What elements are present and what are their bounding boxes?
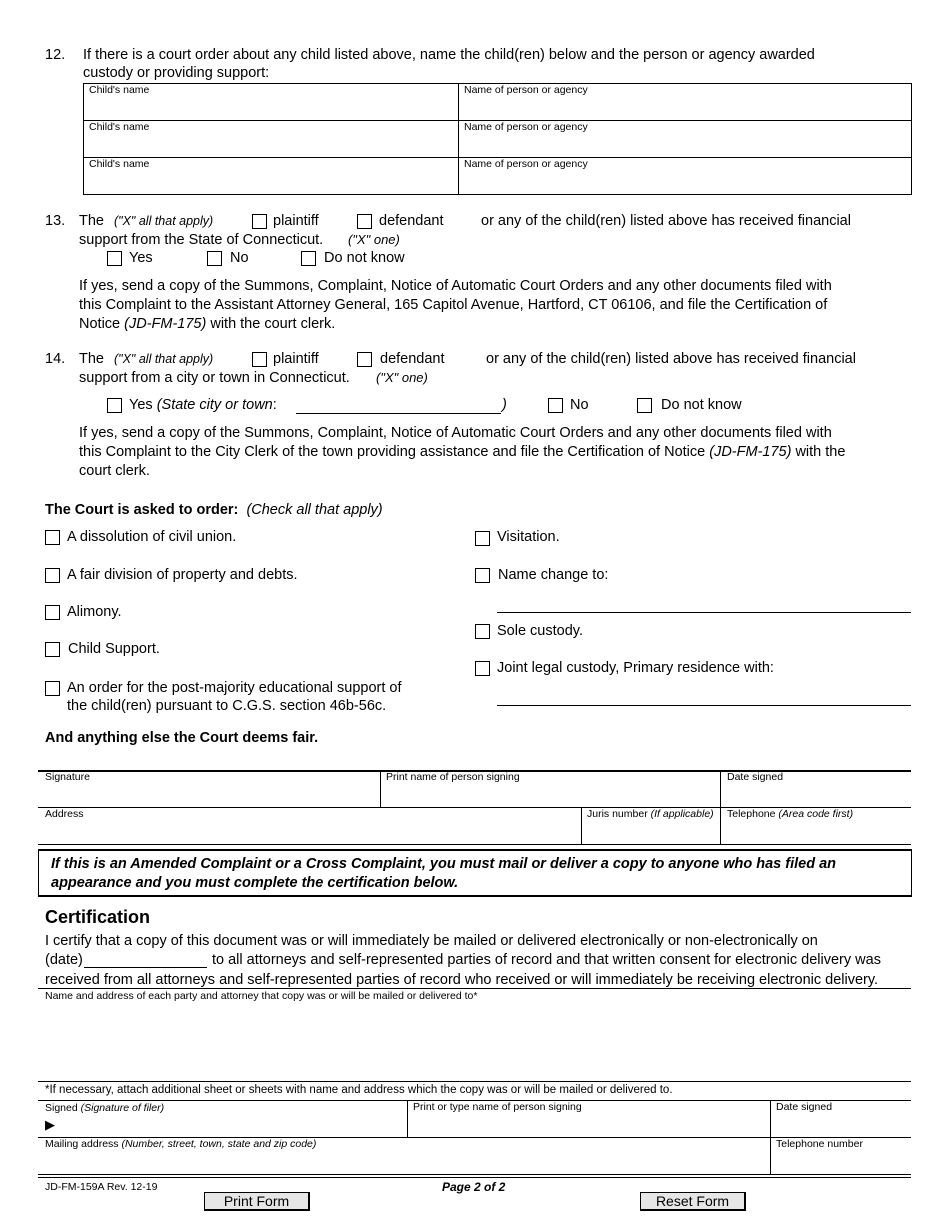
order-child-support-checkbox[interactable] <box>45 642 60 657</box>
child-name-field-3[interactable]: Child's name <box>89 158 150 170</box>
q13-the: The <box>79 213 104 229</box>
order-child-support-label: Child Support. <box>68 641 160 657</box>
agency-name-field-1[interactable]: Name of person or agency <box>464 84 588 96</box>
q13-instructions-line2: this Complaint to the Assistant Attorney General, 165 Capitol Avenue, Hartford, CT 06106, and file the Certification of <box>79 297 828 313</box>
juris-number-field[interactable]: Juris number (If applicable) <box>587 808 714 820</box>
cert-table-divider <box>407 1100 408 1137</box>
order-property-division-label: A fair division of property and debts. <box>67 567 298 583</box>
footnote-text: *If necessary, attach additional sheet or sheets with name and address which the copy was or will be mailed or delivered to. <box>45 1084 673 1096</box>
certification-heading: Certification <box>45 907 151 927</box>
q12-text-line1: If there is a court order about any child listed above, name the child(ren) below and the person or agency awarded <box>83 47 815 63</box>
order-name-change-checkbox[interactable] <box>475 568 490 583</box>
order-joint-custody-checkbox[interactable] <box>475 661 490 676</box>
q12-number: 12. <box>45 47 66 63</box>
child-name-field-1[interactable]: Child's name <box>89 84 150 96</box>
q14-yes-label: Yes (State city or town: <box>129 397 277 413</box>
q14-text-tail: or any of the child(ren) listed above has received financial <box>486 351 856 367</box>
form-id: JD-FM-159A Rev. 12-19 <box>45 1181 158 1193</box>
q14-defendant-label: defendant <box>380 351 445 367</box>
certification-line1: I certify that a copy of this document was or will immediately be mailed or delivered electronically or non-electronically on <box>45 933 818 949</box>
address-field[interactable]: Address <box>45 808 84 820</box>
q14-no-label: No <box>570 397 589 413</box>
q13-instructions-line3: Notice (JD-FM-175) with the court clerk. <box>79 316 336 332</box>
q13-defendant-checkbox[interactable] <box>357 214 372 229</box>
signed-field[interactable]: Signed (Signature of filer) <box>45 1102 165 1114</box>
order-heading: The Court is asked to order: (Check all that apply) <box>45 502 383 518</box>
date-signed-field[interactable]: Date signed <box>727 771 784 783</box>
cert-table-bottom-double <box>38 1177 911 1178</box>
order-educational-support-label-cont: the child(ren) pursuant to C.G.S. section 46b-56c. <box>67 698 387 714</box>
q14-plaintiff-checkbox[interactable] <box>252 352 267 367</box>
primary-residence-field[interactable] <box>497 705 911 706</box>
sig-table-divider <box>380 771 381 807</box>
q13-yes-checkbox[interactable] <box>107 251 122 266</box>
q14-number: 14. <box>45 351 66 367</box>
sig-table-divider <box>581 807 582 844</box>
q14-city-town-field[interactable] <box>296 413 501 414</box>
mailing-address-field[interactable]: Mailing address (Number, street, town, state and zip code) <box>45 1138 317 1150</box>
anything-else-text: And anything else the Court deems fair. <box>45 730 319 746</box>
q14-text-line2: support from a city or town in Connecticut. <box>79 370 350 386</box>
order-name-change-label: Name change to: <box>498 567 609 583</box>
cert-table-bottom <box>38 1174 911 1175</box>
order-joint-custody-label: Joint legal custody, Primary residence with: <box>497 660 774 676</box>
certification-line2: to all attorneys and self-represented parties of record and that written consent for electronic delivery was <box>212 952 881 968</box>
q14-close-paren: ) <box>502 397 507 413</box>
q14-defendant-checkbox[interactable] <box>357 352 372 367</box>
print-name-field[interactable]: Print name of person signing <box>386 771 520 783</box>
order-dissolution-checkbox[interactable] <box>45 530 60 545</box>
order-property-division-checkbox[interactable] <box>45 568 60 583</box>
footnote-rule <box>38 1081 911 1082</box>
q13-plaintiff-label: plaintiff <box>273 213 319 229</box>
signature-arrow-icon: ▶ <box>45 1117 55 1132</box>
q14-do-not-know-checkbox[interactable] <box>637 398 652 413</box>
q14-plaintiff-label: plaintiff <box>273 351 319 367</box>
q13-x-all-note: ("X" all that apply) <box>114 214 214 228</box>
q13-plaintiff-checkbox[interactable] <box>252 214 267 229</box>
print-form-button[interactable]: Print Form <box>204 1192 310 1211</box>
q14-no-checkbox[interactable] <box>548 398 563 413</box>
order-educational-support-checkbox[interactable] <box>45 681 60 696</box>
q14-the: The <box>79 351 104 367</box>
q13-defendant-label: defendant <box>379 213 444 229</box>
q13-number: 13. <box>45 213 66 229</box>
name-address-field[interactable]: Name and address of each party and attorney that copy was or will be mailed or delivered to* <box>45 990 478 1002</box>
order-sole-custody-label: Sole custody. <box>497 623 583 639</box>
q13-do-not-know-label: Do not know <box>324 250 405 266</box>
signature-field[interactable]: Signature <box>45 771 90 783</box>
certification-line3: received from all attorneys and self-represented parties of record who received or will immediately be receiving electronic delivery. <box>45 972 879 988</box>
q14-instructions-line1: If yes, send a copy of the Summons, Complaint, Notice of Automatic Court Orders and any other documents filed with <box>79 425 832 441</box>
order-sole-custody-checkbox[interactable] <box>475 624 490 639</box>
q13-x-one-note: ("X" one) <box>348 232 400 247</box>
q12-table <box>83 83 912 195</box>
telephone-number-field[interactable]: Telephone number <box>776 1138 863 1150</box>
certification-date-field[interactable] <box>84 967 207 968</box>
q13-no-label: No <box>230 250 249 266</box>
order-educational-support-label: An order for the post-majority educational support of <box>67 680 402 696</box>
child-name-field-2[interactable]: Child's name <box>89 121 150 133</box>
q12-text-line2: custody or providing support: <box>83 65 270 81</box>
q14-do-not-know-label: Do not know <box>661 397 742 413</box>
certification-date-label: (date) <box>45 952 83 968</box>
cert-rule <box>38 988 911 989</box>
agency-name-field-3[interactable]: Name of person or agency <box>464 158 588 170</box>
notice-line1: If this is an Amended Complaint or a Cross Complaint, you must mail or deliver a copy to anyone who has filed an <box>51 856 837 872</box>
sig-table-divider <box>720 771 721 844</box>
page-number: Page 2 of 2 <box>442 1180 506 1194</box>
order-dissolution-label: A dissolution of civil union. <box>67 529 237 545</box>
q14-instructions-line3: court clerk. <box>79 463 150 479</box>
q13-text-tail: or any of the child(ren) listed above has received financial <box>481 213 851 229</box>
q14-x-one-note: ("X" one) <box>376 370 428 385</box>
q14-yes-checkbox[interactable] <box>107 398 122 413</box>
q13-no-checkbox[interactable] <box>207 251 222 266</box>
sig-table-bottom <box>38 844 911 845</box>
reset-form-button[interactable]: Reset Form <box>640 1192 746 1211</box>
agency-name-field-2[interactable]: Name of person or agency <box>464 121 588 133</box>
q13-text-line2: support from the State of Connecticut. <box>79 232 324 248</box>
q13-instructions-line1: If yes, send a copy of the Summons, Complaint, Notice of Automatic Court Orders and any other documents filed with <box>79 278 832 294</box>
notice-line2: appearance and you must complete the certification below. <box>51 875 459 891</box>
cert-date-signed-field[interactable]: Date signed <box>776 1101 833 1113</box>
q13-do-not-know-checkbox[interactable] <box>301 251 316 266</box>
order-alimony-label: Alimony. <box>67 604 122 620</box>
print-type-name-field[interactable]: Print or type name of person signing <box>413 1101 582 1113</box>
q13-yes-label: Yes <box>129 250 153 266</box>
order-visitation-checkbox[interactable] <box>475 531 490 546</box>
order-visitation-label: Visitation. <box>497 529 560 545</box>
q14-x-all-note: ("X" all that apply) <box>114 352 214 366</box>
telephone-field[interactable]: Telephone (Area code first) <box>727 808 854 820</box>
q14-instructions-line2: this Complaint to the City Clerk of the town providing assistance and file the Certification of Notice (JD-FM-175) with the <box>79 444 846 460</box>
q12-table-divider <box>458 83 459 195</box>
order-alimony-checkbox[interactable] <box>45 605 60 620</box>
cert-table-divider <box>770 1100 771 1174</box>
name-change-field[interactable] <box>497 612 911 613</box>
